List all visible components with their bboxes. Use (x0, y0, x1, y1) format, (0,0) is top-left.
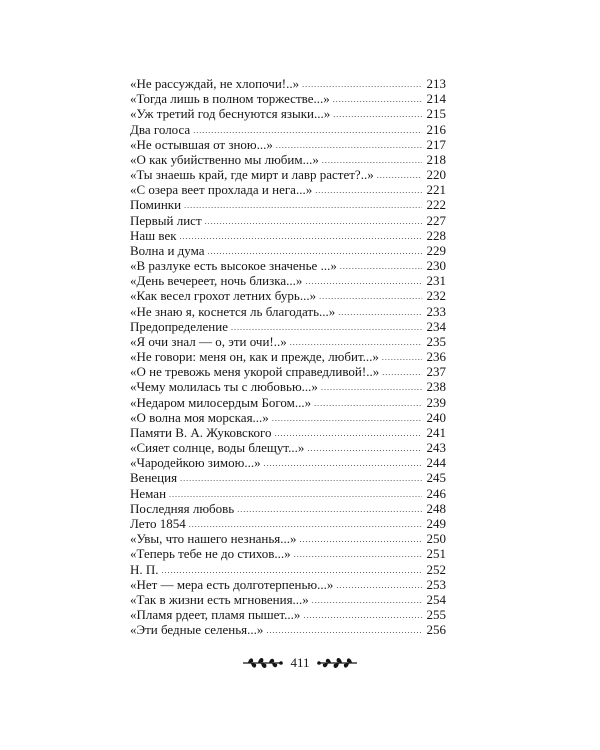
dot-leader (307, 441, 422, 456)
toc-entry-page: 252 (426, 561, 446, 577)
toc-entry-title: «Пламя рдеет, пламя пышет...» (130, 607, 301, 623)
toc-entry-page: 249 (426, 515, 446, 531)
toc-entry-title: «Чему молилась ты с любовью...» (130, 379, 318, 395)
dot-leader (300, 532, 422, 547)
toc-entry-page: 250 (426, 531, 446, 547)
toc-entry (130, 288, 446, 303)
toc-entry-page: 238 (426, 379, 446, 395)
toc-entry (130, 91, 446, 106)
toc-entry (130, 106, 446, 121)
toc-entry (130, 213, 446, 228)
toc-entry-title: «Я очи знал — о, эти очи!..» (130, 333, 287, 349)
toc-entry-page: 248 (426, 500, 446, 516)
toc-entry (130, 334, 446, 349)
toc-entry-title: Венеция (130, 470, 178, 486)
dot-leader (338, 305, 422, 320)
toc-entry-title: Два голоса (130, 121, 191, 137)
toc-entry (130, 470, 446, 485)
toc-entry-page: 237 (426, 364, 446, 380)
toc-entry-title: «Увы, что нашего незнанья...» (130, 531, 297, 547)
toc-entry-page: 254 (426, 591, 446, 607)
dot-leader (274, 426, 422, 441)
toc-entry (130, 243, 446, 258)
toc-entry-title: Первый лист (130, 212, 202, 228)
toc-entry-page: 235 (426, 333, 446, 349)
toc-entry-title: Поминки (130, 197, 182, 213)
table-of-contents (130, 76, 446, 637)
dot-leader (302, 77, 422, 92)
toc-entry (130, 167, 446, 182)
toc-entry (130, 349, 446, 364)
toc-entry (130, 197, 446, 212)
toc-entry-page: 222 (426, 197, 446, 213)
dot-leader (333, 107, 422, 122)
dot-leader (312, 593, 422, 608)
toc-entry (130, 304, 446, 319)
toc-entry (130, 319, 446, 334)
toc-entry-page: 215 (426, 106, 446, 122)
toc-entry-page: 245 (426, 470, 446, 486)
toc-entry (130, 516, 446, 531)
toc-entry-page: 256 (426, 622, 446, 638)
dot-leader (290, 335, 422, 350)
toc-entry (130, 425, 446, 440)
toc-entry-title: Предопределение (130, 318, 228, 334)
dot-leader (180, 229, 422, 244)
page-footer (0, 655, 600, 671)
toc-entry (130, 622, 446, 637)
dot-leader (189, 517, 422, 532)
dot-leader (382, 350, 422, 365)
toc-entry (130, 258, 446, 273)
toc-entry-page: 251 (426, 546, 446, 562)
toc-entry (130, 137, 446, 152)
toc-entry-title: «Ты знаешь край, где мирт и лавр растет?..» (130, 167, 374, 183)
toc-entry-title: «Как весел грохот летних бурь...» (130, 288, 317, 304)
toc-entry-page: 255 (426, 607, 446, 623)
toc-entry-title: «Так в жизни есть мгновения...» (130, 591, 309, 607)
toc-entry-page: 221 (426, 182, 446, 198)
toc-entry (130, 531, 446, 546)
toc-entry-page: 214 (426, 91, 446, 107)
toc-entry-page: 228 (426, 227, 446, 243)
toc-entry-title: «О волна моя морская...» (130, 409, 269, 425)
toc-entry (130, 440, 446, 455)
toc-entry (130, 455, 446, 470)
dot-leader (184, 198, 422, 213)
dot-leader (322, 153, 422, 168)
dot-leader (333, 92, 422, 107)
toc-entry-page: 232 (426, 288, 446, 304)
toc-entry-page: 244 (426, 455, 446, 471)
toc-entry-title: «В разлуке есть высокое значенье ...» (130, 258, 337, 274)
dot-leader (321, 380, 422, 395)
toc-entry-title: Н. П. (130, 561, 159, 577)
toc-entry-title: Памяти В. А. Жуковского (130, 424, 272, 440)
toc-entry (130, 607, 446, 622)
toc-entry-title: «День вечереет, ночь близка...» (130, 273, 303, 289)
dot-leader (264, 456, 422, 471)
dot-leader (340, 259, 422, 274)
dot-leader (237, 502, 422, 517)
dot-leader (169, 487, 422, 502)
leaf-ornament-icon (316, 655, 358, 671)
dot-leader (162, 563, 422, 578)
dot-leader (303, 608, 422, 623)
leaf-ornament-icon (242, 655, 284, 671)
dot-leader (208, 244, 422, 259)
toc-entry-page: 241 (426, 424, 446, 440)
page-number: 411 (290, 655, 310, 670)
toc-entry-page: 246 (426, 485, 446, 501)
toc-entry-title: «Не рассуждай, не хлопочи!..» (130, 76, 300, 91)
toc-entry-title: «Тогда лишь в полном торжестве...» (130, 91, 330, 107)
toc-entry-page: 233 (426, 303, 446, 319)
toc-entry-page: 227 (426, 212, 446, 228)
toc-entry-title: «С озера веет прохлада и нега...» (130, 182, 313, 198)
toc-entry-page: 239 (426, 394, 446, 410)
toc-entry-title: Волна и дума (130, 242, 205, 258)
dot-leader (305, 274, 422, 289)
dot-leader (294, 547, 422, 562)
toc-entry-title: «Нет — мера есть долготерпенью...» (130, 576, 334, 592)
toc-entry (130, 379, 446, 394)
toc-entry-page: 213 (426, 76, 446, 91)
toc-entry (130, 76, 446, 91)
toc-entry-page: 216 (426, 121, 446, 137)
dot-leader (205, 214, 422, 229)
dot-leader (382, 365, 422, 380)
dot-leader (231, 320, 422, 335)
toc-entry-title: «Уж третий год беснуются языки...» (130, 106, 331, 122)
toc-entry-page: 220 (426, 167, 446, 183)
toc-entry (130, 486, 446, 501)
dot-leader (314, 396, 422, 411)
toc-entry-title: «Не говори: меня он, как и прежде, любит...» (130, 349, 379, 365)
toc-entry-title: Неман (130, 485, 167, 501)
dot-leader (266, 623, 422, 638)
toc-entry-title: «Не знаю я, коснется ль благодать...» (130, 303, 336, 319)
toc-entry-page: 243 (426, 440, 446, 456)
dot-leader (319, 289, 422, 304)
toc-entry (130, 501, 446, 516)
toc-entry (130, 546, 446, 561)
toc-entry (130, 562, 446, 577)
toc-entry-title: Наш век (130, 227, 177, 243)
toc-entry (130, 152, 446, 167)
toc-entry-page: 240 (426, 409, 446, 425)
toc-entry-page: 234 (426, 318, 446, 334)
toc-entry-title: «Чародейкою зимою...» (130, 455, 261, 471)
toc-entry (130, 182, 446, 197)
toc-entry-title: «Не остывшая от зною...» (130, 136, 273, 152)
toc-entry-page: 231 (426, 273, 446, 289)
toc-entry-page: 218 (426, 151, 446, 167)
toc-entry (130, 410, 446, 425)
dot-leader (180, 471, 422, 486)
dot-leader (336, 578, 422, 593)
toc-entry-title: Лето 1854 (130, 515, 186, 531)
dot-leader (276, 138, 422, 153)
toc-entry (130, 577, 446, 592)
dot-leader (315, 183, 422, 198)
toc-entry-page: 253 (426, 576, 446, 592)
toc-entry-title: «О как убийственно мы любим...» (130, 151, 319, 167)
toc-entry-title: «Теперь тебе не до стихов...» (130, 546, 291, 562)
toc-entry-title: «О не тревожь меня укорой справедливой!..» (130, 364, 380, 380)
toc-entry-page: 230 (426, 258, 446, 274)
toc-entry (130, 364, 446, 379)
toc-entry (130, 395, 446, 410)
toc-entry-page: 217 (426, 136, 446, 152)
dot-leader (193, 123, 422, 138)
toc-entry (130, 122, 446, 137)
toc-entry-title: «Эти бедные селенья...» (130, 622, 264, 638)
toc-entry (130, 592, 446, 607)
toc-entry-title: Последняя любовь (130, 500, 235, 516)
dot-leader (377, 168, 422, 183)
toc-entry-title: «Недаром милосердым Богом...» (130, 394, 312, 410)
toc-entry-page: 229 (426, 242, 446, 258)
toc-entry (130, 273, 446, 288)
toc-entry-page: 236 (426, 349, 446, 365)
toc-entry-title: «Сияет солнце, воды блещут...» (130, 440, 305, 456)
dot-leader (272, 411, 422, 426)
toc-entry (130, 228, 446, 243)
